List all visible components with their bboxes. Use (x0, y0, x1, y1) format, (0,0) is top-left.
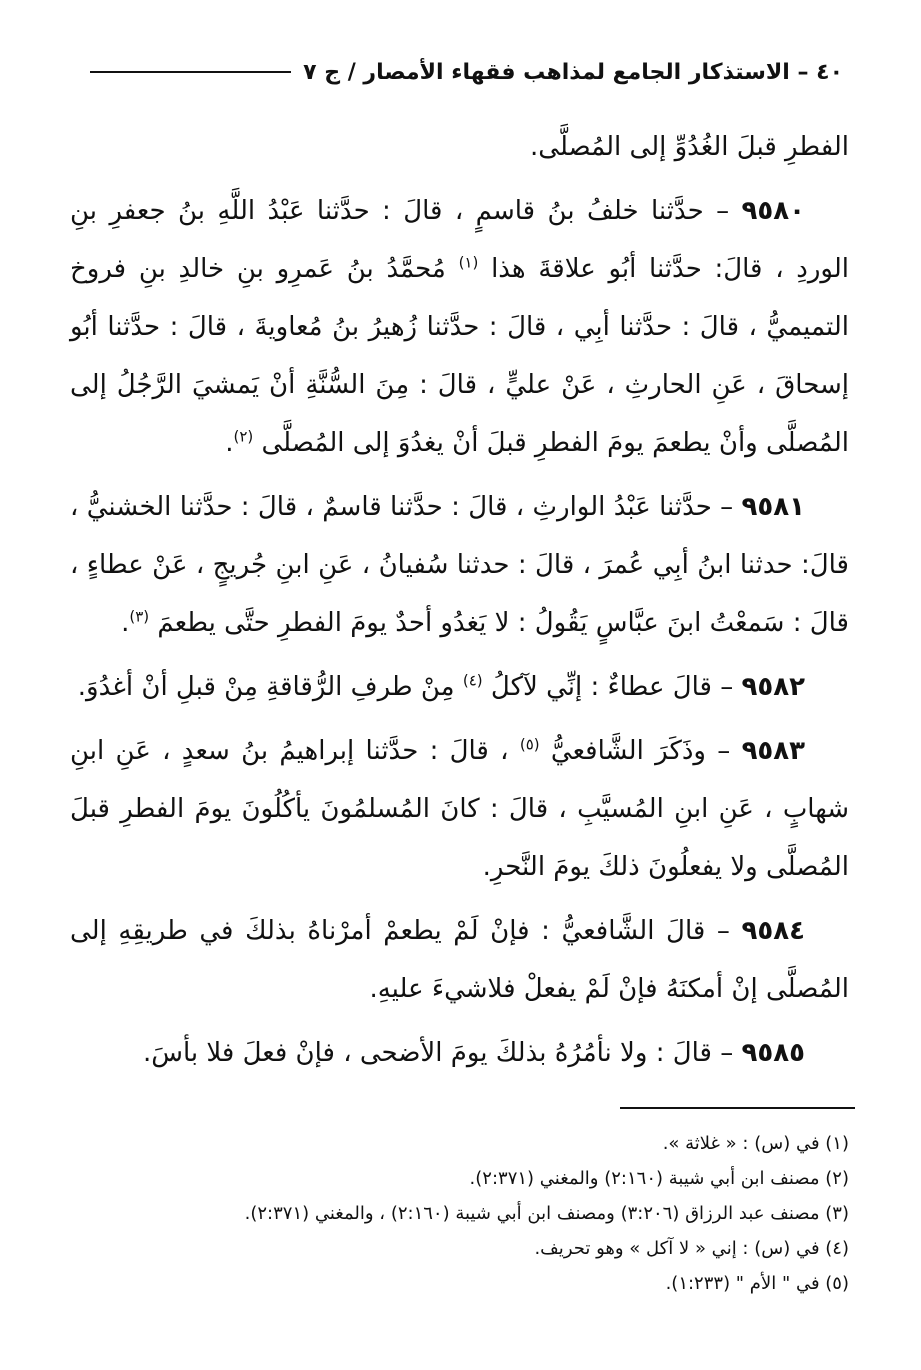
hadith-text: وذَكَرَ الشَّافعيُّ (550, 736, 706, 766)
hadith-text: . (121, 608, 130, 638)
hadith-number: ٩٥٨٤ (741, 916, 805, 946)
hadith-paragraph: ٩٥٨٣ – وذَكَرَ الشَّافعيُّ $^{(٥)}$ ، قالَ : حدَّثنا إبراهيمُ بنُ سعدٍ ، عَنِ ابنِ شهابٍ ، عَنِ ابنِ المُسيَّبِ ، قالَ : كانَ المُسلمُونَ يأكُلُونَ يومَ الفطرِ قبلَ المُصلَّى ولا يفعلُونَ ذلكَ يومَ النَّحرِ. (70, 735, 849, 882)
footnote-ref: (٥) (519, 735, 540, 754)
footnote: (١) في (س) : « غلاثة ». (662, 1133, 849, 1154)
hadith-number: ٩٥٨٢ (741, 672, 805, 702)
header-rule (90, 71, 291, 73)
footnote: (٤) في (س) : إني « لا آكل » وهو تحريف. (534, 1238, 849, 1259)
continuation-paragraph (70, 118, 849, 176)
footnote: (٢) مصنف ابن أبي شيبة (٢:١٦٠) والمغني (٢:٣٧١). (469, 1168, 849, 1189)
hadith-paragraph: ٩٥٨٢ – قالَ عطاءٌ : إنِّي لآكلُ $^{(٤)}$ مِنْ طرفِ الرُّقاقةِ مِنْ قبلِ أنْ أغدُوَ. (77, 671, 805, 702)
hadith-text: حدَّثنا خلفُ بنُ قاسمٍ ، قالَ : حدَّثنا عَبْدُ اللَّهِ بنُ جعفرِ بنِ الوردِ ، قالَ: حدَّثنا أبُو علاقةَ هذا (70, 196, 850, 284)
hadith-text: مُحمَّدُ بنُ عَمرِو بنِ خالدِ بنِ فروخ التميميُّ ، قالَ : حدَّثنا أبِي ، قالَ : حدَّثنا زُهيرُ بنُ مُعاويةَ ، قالَ : حدَّثنا أبُو إسحاقَ ، عَنِ الحارثِ ، عَنْ عليٍّ ، قالَ : مِنَ السُّنَّةِ أنْ يَمشيَ الرَّجُلُ إلى المُصلَّى وأنْ يطعمَ يومَ الفطرِ قبلَ أنْ يغدُوَ إلى المُصلَّى (70, 254, 849, 458)
hadith-paragraph: ٩٥٨٠ – حدَّثنا خلفُ بنُ قاسمٍ ، قالَ : حدَّثنا عَبْدُ اللَّهِ بنُ جعفرِ بنِ الوردِ ، قالَ: حدَّثنا أبُو علاقةَ هذا $^{(١)}$ مُحمَّدُ بنُ عَمرِو بنِ خالدِ بنِ فروخ التميميُّ ، قالَ : حدَّثنا أبِي ، قالَ : حدَّثنا زُهيرُ بنُ مُعاويةَ ، قالَ : حدَّثنا أبُو إسحاقَ ، عَنِ الحارثِ ، عَنْ عليٍّ ، قالَ : مِنَ السُّنَّةِ أنْ يَمشيَ الرَّجُلُ إلى المُصلَّى وأنْ يطعمَ يومَ الفطرِ قبلَ أنْ يغدُوَ إلى المُصلَّى $^{(٢)}$. (70, 196, 850, 458)
running-header (90, 52, 843, 92)
hadith-number: ٩٥٨١ (741, 492, 805, 522)
running-title: ٤٠ – الاستذكار الجامع لمذاهب فقهاء الأمصار / ج ٧ (303, 59, 843, 85)
hadith-number: ٩٥٨٠ (741, 196, 805, 226)
footnote-ref: (٢) (233, 427, 254, 446)
footnote: (٣) مصنف عبد الرزاق (٣:٢٠٦) ومصنف ابن أبي شيبة (٢:١٦٠) ، والمغني (٢:٣٧١). (244, 1203, 849, 1224)
hadith-text: قالَ : ولا نأمُرُهُ بذلكَ يومَ الأضحى ، فإنْ فعلَ فلا بأسَ. (142, 1038, 712, 1068)
continuation-text: الفطرِ قبلَ الغُدُوِّ إلى المُصلَّى. (530, 132, 849, 162)
hadith-text: . (225, 428, 234, 458)
hadith-text: حدَّثنا عَبْدُ الوارثِ ، قالَ : حدَّثنا قاسمٌ ، قالَ : حدَّثنا الخشنيُّ ، قالَ: حدثنا ابنُ أبِي عُمرَ ، قالَ : حدثنا سُفيانُ ، عَنِ ابنِ جُريجٍ ، عَنْ عطاءٍ ، قالَ : سَمعْتُ ابنَ عبَّاسٍ يَقُولُ : لا يَغدُو أحدٌ يومَ الفطرِ حتَّى يطعمَ (70, 492, 849, 638)
hadith-text: قالَ الشَّافعيُّ : فإنْ لَمْ يطعمْ أمرْناهُ بذلكَ في طريقِهِ إلى المُصلَّى إنْ أمكنَهُ فإنْ لَمْ يفعلْ فلاشيءَ عليهِ. (70, 916, 849, 1004)
footnote-separator (620, 1107, 855, 1109)
hadith-text: مِنْ طرفِ الرُّقاقةِ مِنْ قبلِ أنْ أغدُوَ. (77, 672, 455, 702)
hadith-number: ٩٥٨٣ (741, 736, 806, 766)
hadith-text: ، قالَ : حدَّثنا إبراهيمُ بنُ سعدٍ ، عَنِ ابنِ شهابٍ ، عَنِ ابنِ المُسيَّبِ ، قالَ : كانَ المُسلمُونَ يأكُلُونَ يومَ الفطرِ قبلَ المُصلَّى ولا يفعلُونَ ذلكَ يومَ النَّحرِ. (70, 736, 849, 882)
footnote-ref: (١) (458, 253, 479, 272)
hadith-paragraph: ٩٥٨١ – حدَّثنا عَبْدُ الوارثِ ، قالَ : حدَّثنا قاسمٌ ، قالَ : حدَّثنا الخشنيُّ ، قالَ: حدثنا ابنُ أبِي عُمرَ ، قالَ : حدثنا سُفيانُ ، عَنِ ابنِ جُريجٍ ، عَنْ عطاءٍ ، قالَ : سَمعْتُ ابنَ عبَّاسٍ يَقُولُ : لا يَغدُو أحدٌ يومَ الفطرِ حتَّى يطعمَ $^{(٣)}$. (70, 492, 849, 638)
footnote-ref: (٣) (129, 607, 150, 626)
footnotes (70, 1126, 849, 1301)
hadith-text: قالَ عطاءٌ : إنِّي لآكلُ (490, 672, 712, 702)
hadith-paragraph: ٩٥٨٥ – قالَ : ولا نأمُرُهُ بذلكَ يومَ الأضحى ، فإنْ فعلَ فلا بأسَ. (142, 1038, 805, 1068)
hadith-number: ٩٥٨٥ (741, 1038, 805, 1068)
footnote-ref: (٤) (462, 671, 483, 690)
hadith-paragraph: ٩٥٨٤ – قالَ الشَّافعيُّ : فإنْ لَمْ يطعمْ أمرْناهُ بذلكَ في طريقِهِ إلى المُصلَّى إنْ أمكنَهُ فإنْ لَمْ يفعلْ فلاشيءَ عليهِ. (70, 916, 849, 1004)
main-text (70, 118, 849, 1082)
footnote: (٥) في " الأم " (١:٢٣٣). (665, 1273, 849, 1294)
